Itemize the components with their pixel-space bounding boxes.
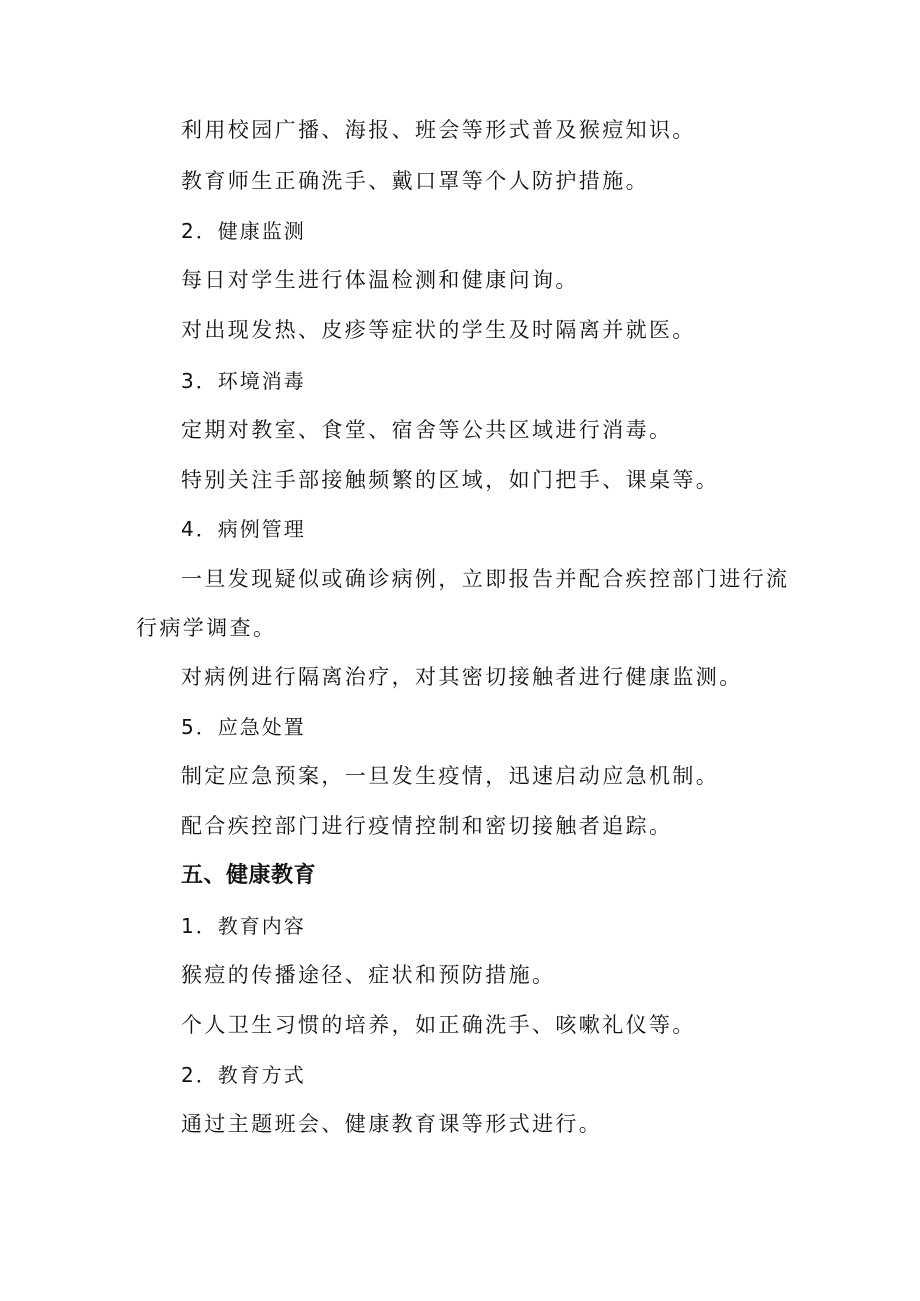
- paragraph-line: 教育师生正确洗手、戴口罩等个人防护措施。: [181, 169, 649, 193]
- subsection-title: 1．教育内容: [181, 914, 306, 938]
- paragraph-line: 个人卫生习惯的培养，如正确洗手、咳嗽礼仪等。: [181, 1013, 696, 1037]
- paragraph-line: 对出现发热、皮疹等症状的学生及时隔离并就医。: [181, 318, 696, 342]
- subsection-title: 5．应急处置: [181, 715, 306, 739]
- paragraph-line: 对病例进行隔离治疗，对其密切接触者进行健康监测。: [181, 665, 743, 689]
- paragraph-line: 定期对教室、食堂、宿舍等公共区域进行消毒。: [181, 418, 673, 442]
- subsection-title: 2．教育方式: [181, 1063, 306, 1087]
- subsection-title: 4．病例管理: [181, 517, 306, 541]
- paragraph-line: 特别关注手部接触频繁的区域，如门把手、课桌等。: [181, 468, 720, 492]
- paragraph-line: 一旦发现疑似或确诊病例，立即报告并配合疾控部门进行流: [181, 567, 790, 591]
- subsection-title: 2．健康监测: [181, 219, 306, 243]
- paragraph-line: 制定应急预案，一旦发生疫情，迅速启动应急机制。: [181, 764, 720, 788]
- paragraph-line: 配合疾控部门进行疫情控制和密切接触者追踪。: [181, 814, 673, 838]
- subsection-title: 3．环境消毒: [181, 369, 306, 393]
- section-heading: 五、健康教育: [181, 863, 317, 888]
- paragraph-line: 通过主题班会、健康教育课等形式进行。: [181, 1112, 603, 1136]
- paragraph-line: 每日对学生进行体温检测和健康问询。: [181, 268, 579, 292]
- paragraph-line: 利用校园广播、海报、班会等形式普及猴痘知识。: [181, 118, 696, 142]
- paragraph-line: 猴痘的传播途径、症状和预防措施。: [181, 963, 556, 987]
- paragraph-line-continued: 行病学调查。: [136, 616, 277, 640]
